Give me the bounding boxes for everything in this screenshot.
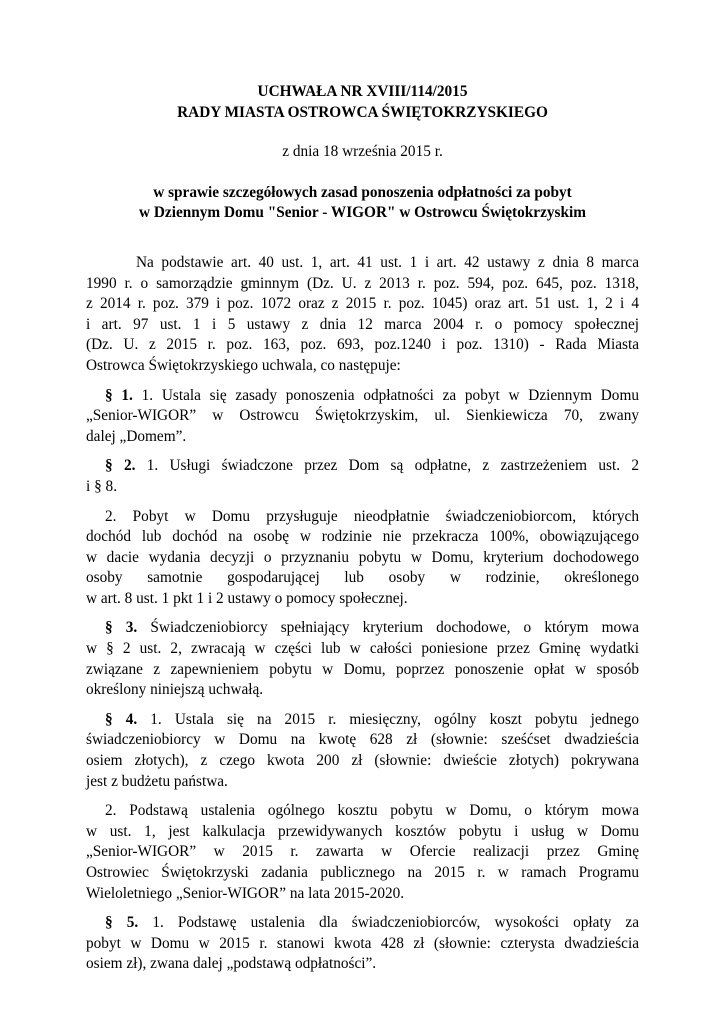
preamble-line: 1990 r. o samorządzie gminnym (Dz. U. z 2013 r. poz. 594, poz. 645, poz. 1318,	[86, 274, 639, 292]
preamble-line: z 2014 r. poz. 379 i poz. 1072 oraz z 2015 r. poz. 1045) oraz art. 51 ust. 1, 2 i 4	[86, 295, 639, 313]
section-line: osoby samotnie gospodarującej lub osoby w rodzinie, określonego	[86, 569, 639, 587]
section-line: w dacie wydania decyzji o przyznaniu pobytu w Domu, kryterium dochodowego	[86, 548, 639, 566]
section-3	[86, 618, 639, 700]
title-line-2: RADY MIASTA OSTROWCA ŚWIĘTOKRZYSKIEGO	[177, 103, 548, 121]
section-line: świadczeniobiorcy w Domu na kwotę 628 zł (słownie: sześćset dwadzieścia	[86, 731, 639, 749]
section-symbol: § 2.	[105, 457, 136, 475]
section-line: określony niniejszą uchwałą.	[86, 681, 264, 699]
resolution-date: z dnia 18 września 2015 r.	[282, 143, 443, 161]
preamble-line: i art. 97 ust. 1 i 5 ustawy z dnia 12 marca 2004 r. o pomocy społecznej	[86, 315, 639, 333]
section-2	[86, 456, 639, 497]
section-line: jest z budżetu państwa.	[86, 772, 228, 790]
section-line: Ostrowiec Świętokrzyski zadania publicznego na 2015 r. w ramach Programu	[86, 864, 639, 881]
resolution-title	[86, 82, 639, 123]
section-1	[86, 386, 639, 448]
section-first-line	[86, 710, 639, 731]
section-line: „Senior-WIGOR” w 2015 r. zawarta w Ofercie realizacji przez Gminę	[86, 843, 639, 861]
section-line: osiem złotych), z czego kwota 200 zł (słownie: dwieście złotych) pokrywana	[86, 752, 639, 770]
section-symbol: § 1.	[105, 386, 133, 404]
preamble	[86, 253, 639, 377]
section-line: osiem zł), zwana dalej „podstawą odpłatności”.	[86, 955, 377, 973]
section-line: w art. 8 ust. 1 pkt 1 i 2 ustawy o pomocy społecznej.	[86, 589, 408, 607]
section-first-line	[86, 456, 639, 477]
section-symbol: § 3.	[105, 619, 138, 637]
section-line: „Senior-WIGOR” w Ostrowcu Świętokrzyskim, ul. Sienkiewicza 70, zwany	[86, 407, 639, 425]
section-line: związane z zapewnieniem pobytu w Domu, poprzez ponoszenie opłat w sposób	[86, 660, 639, 678]
section-line: i § 8.	[86, 477, 118, 495]
section-line: dalej „Domem”.	[86, 427, 187, 445]
section-text: Świadczeniobiorcy spełniający kryterium dochodowe, o którym mowa	[150, 619, 640, 637]
section-4-paragraph-2	[86, 801, 639, 904]
preamble-line: Ostrowca Świętokrzyskiego uchwala, co następuje:	[86, 356, 401, 374]
preamble-line: Na podstawie art. 40 ust. 1, art. 41 ust. 1 i art. 42 ustawy z dnia 8 marca	[136, 253, 639, 271]
section-first-line	[86, 913, 639, 934]
section-first-line	[86, 386, 639, 407]
section-line: w § 2 ust. 2, zwracają w części lub w całości poniesione przez Gminę wydatki	[86, 640, 639, 658]
section-symbol: § 4.	[105, 710, 138, 728]
document-page	[86, 82, 639, 975]
section-text: 1. Ustala się zasady ponoszenia odpłatności za pobyt w Dziennym Domu	[141, 386, 639, 404]
section-line: dochód lub dochód na osobę w rodzinie nie przekracza 100%, obowiązującego	[86, 528, 639, 546]
section-line: w ust. 1, jest kalkulacja przewidywanych kosztów pobytu i usług w Domu	[86, 822, 639, 840]
section-symbol: § 5.	[105, 914, 139, 932]
section-line: 2. Pobyt w Domu przysługuje nieodpłatnie świadczeniobiorcom, których	[105, 507, 639, 525]
section-text: 1. Podstawę ustalenia dla świadczeniobiorców, wysokości opłaty za	[152, 914, 640, 932]
resolution-subject	[86, 183, 639, 224]
subject-line-1: w sprawie szczegółowych zasad ponoszenia odpłatności za pobyt	[153, 183, 572, 201]
title-line-1: UCHWAŁA NR XVIII/114/2015	[257, 83, 468, 100]
preamble-line: (Dz. U. z 2015 r. poz. 163, poz. 693, poz.1240 i poz. 1310) - Rada Miasta	[86, 336, 639, 354]
section-first-line	[86, 618, 639, 639]
section-text: 1. Usługi świadczone przez Dom są odpłatne, z zastrzeżeniem ust. 2	[146, 457, 639, 475]
section-2-paragraph-2	[86, 507, 639, 610]
section-line: pobyt w Domu w 2015 r. stanowi kwota 428 zł (słownie: czterysta dwadzieścia	[86, 934, 639, 952]
section-line: 2. Podstawą ustalenia ogólnego kosztu pobytu w Domu, o którym mowa	[105, 802, 639, 820]
section-4	[86, 710, 639, 792]
section-line: Wieloletniego „Senior-WIGOR” na lata 2015-2020.	[86, 884, 405, 902]
section-text: 1. Ustala się na 2015 r. miesięczny, ogólny koszt pobytu jednego	[150, 710, 639, 728]
section-5	[86, 913, 639, 975]
subject-line-2: w Dziennym Domu "Senior - WIGOR" w Ostrowcu Świętokrzyskim	[138, 204, 586, 222]
